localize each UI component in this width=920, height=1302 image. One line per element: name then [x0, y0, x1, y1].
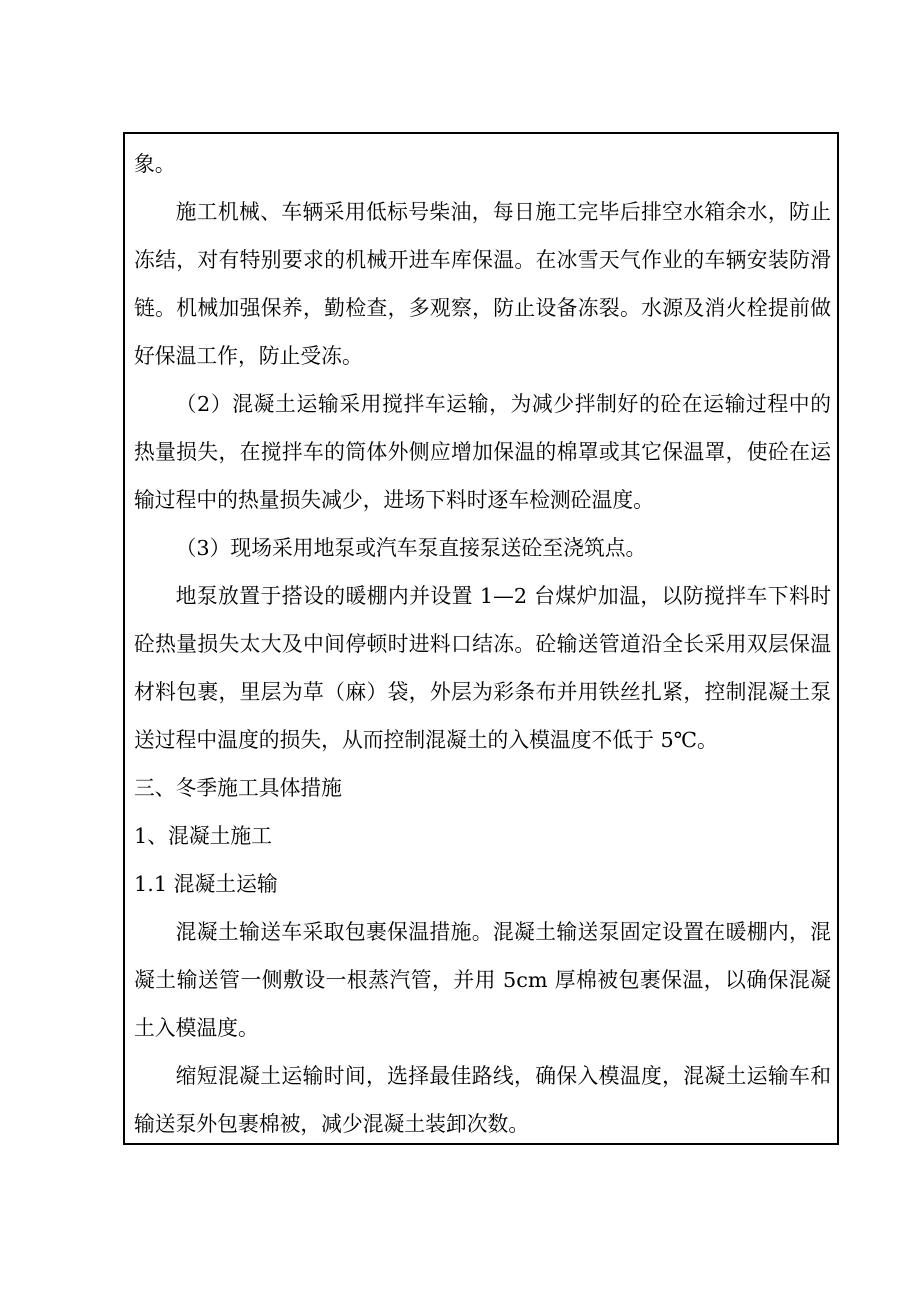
paragraph-shorten-time: 缩短混凝土运输时间，选择最佳路线，确保入模温度，混凝土运输车和输送泵外包裹棉被，减少混凝土装卸次数。 [134, 1064, 831, 1136]
paragraph-machinery: 施工机械、车辆采用低标号柴油，每日施工完毕后排空水箱余水，防止冻结，对有特别要求的机械开进车库保温。在冰雪天气作业的车辆安装防滑链。机械加强保养，勤检查，多观察，防止设备冻裂。水源及消火栓提前做好保温工作，防止受冻。 [134, 200, 831, 368]
paragraph-transport: 混凝土输送车采取包裹保温措施。混凝土输送泵固定设置在暖棚内，混凝土输送管一侧敷设一根蒸汽管，并用 5cm 厚棉被包裹保温，以确保混凝土入模温度。 [134, 920, 831, 1040]
section-heading-3: 三、冬季施工具体措施 [134, 776, 342, 800]
document-table-cell [123, 132, 839, 1145]
paragraph-item-2: （2）混凝土运输采用搅拌车运输，为减少拌制好的砼在运输过程中的热量损失，在搅拌车的筒体外侧应增加保温的棉罩或其它保温罩，使砼在运输过程中的热量损失减少，进场下料时逐车检测砼温度。 [134, 392, 831, 512]
document-body [134, 140, 831, 1145]
paragraph-continuation: 象。 [134, 152, 176, 176]
subsection-heading-1-1: 1.1 混凝土运输 [134, 872, 278, 896]
subsection-heading-1: 1、混凝土施工 [134, 824, 273, 848]
paragraph-item-3: （3）现场采用地泵或汽车泵直接泵送砼至浇筑点。 [175, 536, 647, 560]
paragraph-pump: 地泵放置于搭设的暖棚内并设置 1—2 台煤炉加温，以防搅拌车下料时砼热量损失太大及中间停顿时进料口结冻。砼输送管道沿全长采用双层保温材料包裹，里层为草（麻）袋，外层为彩条布并用铁丝扎紧，控制混凝土泵送过程中温度的损失，从而控制混凝土的入模温度不低于 5℃。 [134, 584, 831, 752]
